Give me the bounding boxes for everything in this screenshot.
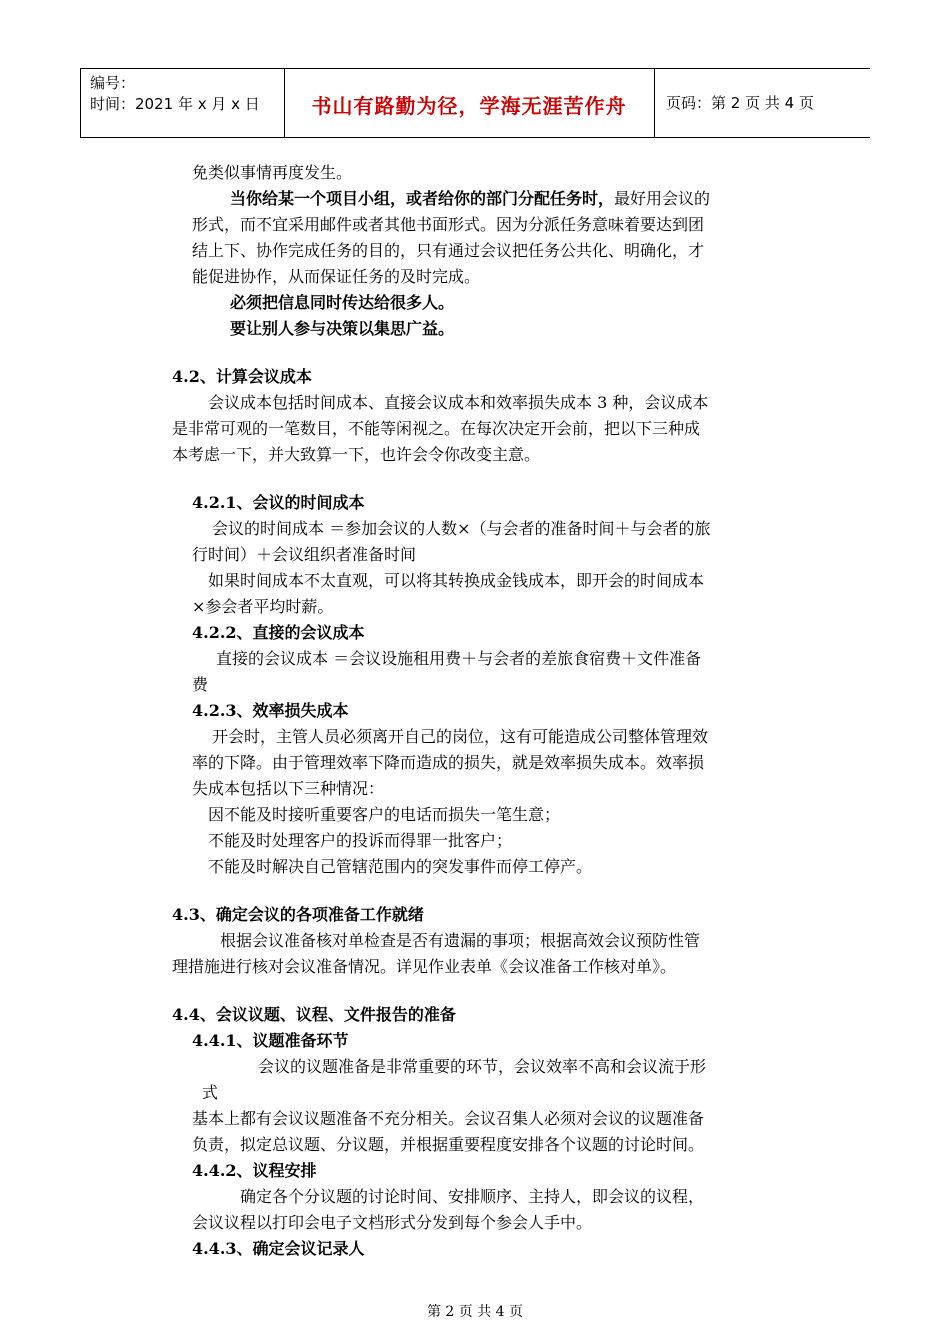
header-left-border — [80, 69, 81, 137]
doc-number-label: 编号： — [90, 74, 136, 92]
paragraph: 率的下降。由于管理效率下降而造成的损失，就是效率损失成本。效率损 — [192, 753, 705, 772]
header-meta — [90, 73, 260, 115]
page-footer: 第 2 页 共 4 页 — [426, 1304, 524, 1320]
section-heading: 4.4、会议议题、议程、文件报告的准备 — [172, 1005, 456, 1024]
header-divider-2 — [654, 69, 655, 137]
subsection-heading: 4.4.3、确定会议记录人 — [192, 1239, 365, 1258]
paragraph: 免类似事情再度发生。 — [192, 163, 353, 182]
subsection-heading: 4.2.2、直接的会议成本 — [192, 623, 365, 642]
header-page-info: 页码：第 2 页 共 4 页 — [666, 94, 814, 112]
paragraph: 会议的时间成本 ＝参加会议的人数×（与会者的准备时间＋与会者的旅 — [212, 519, 711, 538]
subsection-heading: 4.2.1、会议的时间成本 — [192, 493, 365, 512]
text: 最好用会议的 — [614, 189, 711, 208]
doc-time-label: 时间：2021 年 x 月 x 日 — [90, 95, 260, 113]
paragraph: 本考虑一下，并大致算一下，也许会令你改变主意。 — [172, 445, 541, 464]
spacer — [172, 468, 812, 490]
paragraph: 开会时，主管人员必须离开自己的岗位，这有可能造成公司整体管理效 — [212, 727, 709, 746]
paragraph: 结上下、协作完成任务的目的，只有通过会议把任务公共化、明确化，才 — [192, 241, 705, 260]
subsection-heading: 4.4.2、议程安排 — [192, 1161, 317, 1180]
paragraph: 形式，而不宜采用邮件或者其他书面形式。因为分派任务意味着要达到团 — [192, 215, 705, 234]
paragraph: 式 — [202, 1083, 219, 1102]
paragraph: 不能及时解决自己管辖范围内的突发事件而停工停产。 — [208, 857, 593, 876]
paragraph: 负责，拟定总议题、分议题，并根据重要程度安排各个议题的讨论时间。 — [192, 1135, 705, 1154]
paragraph: 会议议程以打印会电子文档形式分发到每个参会人手中。 — [192, 1213, 593, 1232]
paragraph: 会议的议题准备是非常重要的环节，会议效率不高和会议流于形 — [258, 1057, 707, 1076]
paragraph: 失成本包括以下三种情况： — [192, 779, 385, 798]
paragraph: 能促进协作，从而保证任务的及时完成。 — [192, 267, 481, 286]
paragraph: 费 — [192, 675, 209, 694]
paragraph: 直接的会议成本 ＝会议设施租用费＋与会者的差旅食宿费＋文件准备 — [216, 649, 702, 668]
subsection-heading: 4.2.3、效率损失成本 — [192, 701, 349, 720]
subsection-heading: 4.4.1、议题准备环节 — [192, 1031, 349, 1050]
document-body — [172, 160, 812, 1262]
paragraph: 根据会议准备核对单检查是否有遗漏的事项；根据高效会议预防性管 — [220, 931, 701, 950]
bold-text: 当你给某一个项目小组，或者给你的部门分配任务时， — [230, 189, 615, 208]
paragraph: 要让别人参与决策以集思广益。 — [230, 319, 455, 338]
paragraph: 必须把信息同时传达给很多人。 — [230, 293, 455, 312]
paragraph: 会议成本包括时间成本、直接会议成本和效率损失成本 3 种，会议成本 — [208, 393, 709, 412]
section-heading: 4.3、确定会议的各项准备工作就绪 — [172, 905, 424, 924]
paragraph: 不能及时处理客户的投诉而得罪一批客户； — [208, 831, 513, 850]
spacer — [172, 980, 812, 1002]
paragraph: 基本上都有会议议题准备不充分相关。会议召集人必须对会议的议题准备 — [192, 1109, 705, 1128]
paragraph: 确定各个分议题的讨论时间、安排顺序、主持人，即会议的议程， — [240, 1187, 705, 1206]
paragraph: ×参会者平均时薪。 — [192, 597, 334, 616]
page-header — [80, 68, 870, 138]
paragraph: 行时间）＋会议组织者准备时间 — [192, 545, 417, 564]
paragraph — [230, 186, 812, 212]
spacer — [172, 342, 812, 364]
spacer — [172, 880, 812, 902]
paragraph: 理措施进行核对会议准备情况。详见作业表单《会议准备工作核对单》。 — [172, 957, 677, 976]
section-heading: 4.2、计算会议成本 — [172, 367, 312, 386]
paragraph: 是非常可观的一笔数目，不能等闲视之。在每次决定开会前，把以下三种成 — [172, 419, 701, 438]
header-motto: 书山有路勤为径，学海无涯苦作舟 — [311, 94, 627, 118]
paragraph: 如果时间成本不太直观，可以将其转换成金钱成本，即开会的时间成本 — [208, 571, 705, 590]
paragraph: 因不能及时接听重要客户的电话而损失一笔生意； — [208, 805, 561, 824]
